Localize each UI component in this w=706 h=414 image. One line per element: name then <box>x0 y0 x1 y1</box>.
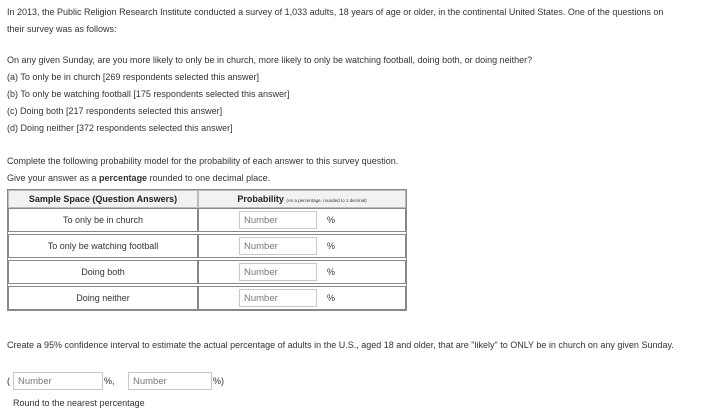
row-label-football: To only be watching football <box>8 234 198 258</box>
pct-symbol: % <box>327 215 336 225</box>
table-row <box>8 208 406 232</box>
row-prob-both <box>198 260 406 284</box>
ci-open-paren: ( <box>7 376 10 386</box>
sample-space-header: Sample Space (Question Answers) <box>8 190 198 208</box>
instruction-bold: percentage <box>99 173 148 183</box>
ci-close-paren: %) <box>213 376 224 386</box>
prob-input-football[interactable] <box>239 237 317 255</box>
ci-lower-input[interactable] <box>13 372 103 390</box>
table-row <box>8 260 406 284</box>
ci-upper-input[interactable] <box>128 372 212 390</box>
pct-symbol: % <box>327 267 336 277</box>
row-label-church: To only be in church <box>8 208 198 232</box>
pct-symbol: % <box>327 241 336 251</box>
row-prob-football <box>198 234 406 258</box>
question-block <box>7 52 532 137</box>
probability-header-label: Probability <box>237 194 284 204</box>
instructions <box>7 153 398 187</box>
confidence-interval-inputs <box>7 372 307 392</box>
option-c: (c) Doing both [217 respondents selected this answer] <box>7 106 223 116</box>
ci-separator: %, <box>104 376 115 386</box>
question-text: On any given Sunday, are you more likely to only be in church, more likely to only be watching football, doing both, or doing neither? <box>7 55 533 65</box>
row-prob-church <box>198 208 406 232</box>
instruction-line-1: Complete the following probability model for the probability of each answer to this survey question. <box>7 156 399 166</box>
row-label-neither: Doing neither <box>8 286 198 310</box>
table-header-row <box>8 190 406 208</box>
probability-header <box>198 190 406 208</box>
ci-prompt: Create a 95% confidence interval to estimate the actual percentage of adults in the U.S., aged 18 and older, that are "likely" to ONLY be in church on any given Sunday. <box>7 340 674 350</box>
option-b: (b) To only be watching football [175 respondents selected this answer] <box>7 89 290 99</box>
instruction-suffix: rounded to one decimal place. <box>147 173 271 183</box>
pct-symbol: % <box>327 293 336 303</box>
intro-text: In 2013, the Public Religion Research Institute conducted a survey of 1,033 adults, 18 years of age or older, in the continental United States. One of the questions on their survey was as follows: <box>7 7 664 34</box>
option-a: (a) To only be in church [269 respondents selected this answer] <box>7 72 259 82</box>
table-row <box>8 234 406 258</box>
prob-input-both[interactable] <box>239 263 317 281</box>
prob-input-church[interactable] <box>239 211 317 229</box>
probability-model-table <box>7 189 407 311</box>
option-d: (d) Doing neither [372 respondents selected this answer] <box>7 123 233 133</box>
instruction-prefix: Give your answer as a <box>7 173 100 183</box>
rounding-note: Round to the nearest percentage <box>13 398 145 408</box>
row-prob-neither <box>198 286 406 310</box>
probability-header-note: (As a percentage, rounded to 1 decimal) <box>286 198 367 203</box>
table-row <box>8 286 406 310</box>
row-label-both: Doing both <box>8 260 198 284</box>
prob-input-neither[interactable] <box>239 289 317 307</box>
instruction-line-2 <box>7 170 398 187</box>
